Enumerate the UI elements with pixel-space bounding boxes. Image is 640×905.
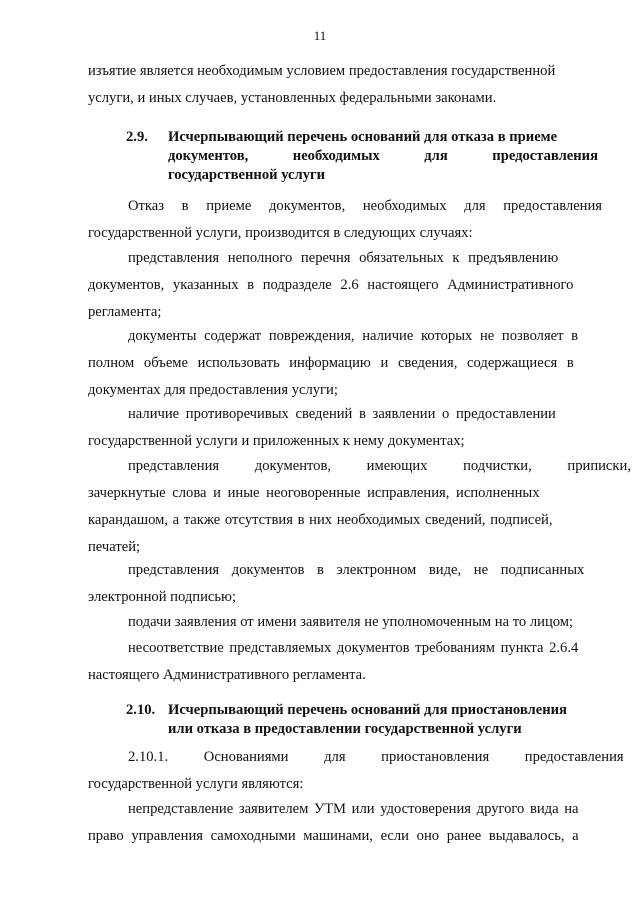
- text-line: полном объеме использовать информацию и сведения, содержащиеся в: [88, 355, 574, 371]
- text-line: регламента;: [88, 304, 162, 320]
- refusal-intro: [88, 193, 602, 247]
- section-title: [168, 701, 598, 739]
- text-line: документы содержат повреждения, наличие которых не позволяет в: [128, 328, 579, 344]
- refusal-item: [88, 609, 602, 636]
- title-word: необходимых: [292, 148, 380, 164]
- text-line: Отказ в приеме документов, необходимых для предоставления: [128, 198, 603, 214]
- refusal-item: [88, 453, 631, 561]
- text-line: наличие противоречивых сведений в заявлении о предоставлении: [128, 406, 556, 422]
- section-heading-2-9: [126, 128, 602, 188]
- intro-paragraph: [88, 58, 602, 112]
- text-line: подачи заявления от имени заявителя не уполномоченным на то лицом;: [128, 614, 574, 630]
- title-word: для: [424, 148, 448, 164]
- text-line: настоящего Административного регламента.: [88, 667, 366, 683]
- text-line: представления документов в электронном виде, не подписанных: [128, 562, 585, 578]
- text-line: непредставление заявителем УТМ или удостоверения другого вида на: [128, 801, 579, 817]
- title-line: Исчерпывающий перечень оснований для приостановления: [168, 702, 567, 718]
- text-line: право управления самоходными машинами, если оно ранее выдавалось, а: [88, 828, 579, 844]
- title-line: [168, 147, 598, 166]
- section-title: [168, 128, 598, 185]
- text-line: услуги, и иных случаев, установленных федеральными законами.: [88, 90, 497, 106]
- refusal-item: [88, 557, 602, 611]
- text-line: представления документов, имеющих подчистки, приписки,: [128, 458, 631, 474]
- text-line: государственной услуги, производится в следующих случаях:: [88, 225, 473, 241]
- title-line: государственной услуги: [168, 167, 326, 183]
- section-number: 2.9.: [126, 129, 148, 145]
- text-line: документов, указанных в подразделе 2.6 настоящего Административного: [88, 277, 574, 293]
- section-number: 2.10.: [126, 702, 156, 718]
- page-number: 11: [313, 28, 327, 43]
- title-word: предоставления: [492, 148, 598, 164]
- refusal-item: [88, 401, 602, 455]
- refusal-item: [88, 635, 602, 689]
- section-heading-2-10: [126, 701, 602, 741]
- title-line: Исчерпывающий перечень оснований для отказа в приеме: [168, 129, 558, 145]
- paragraph-2-10-1: [88, 744, 624, 798]
- text-line: печатей;: [88, 539, 141, 555]
- text-line: карандашом, а также отсутствия в них необходимых сведений, подписей,: [88, 512, 553, 528]
- refusal-item: [88, 245, 602, 326]
- text-line: представления неполного перечня обязательных к предъявлению: [128, 250, 559, 266]
- text-line: несоответствие представляемых документов требованиям пункта 2.6.4: [128, 640, 579, 656]
- paragraph-last: [88, 796, 602, 850]
- text-line: документах для предоставления услуги;: [88, 382, 338, 398]
- title-line: или отказа в предоставлении государственной услуги: [168, 721, 522, 737]
- text-line: зачеркнутые слова и иные неоговоренные исправления, исполненных: [88, 485, 540, 501]
- text-line: изъятие является необходимым условием предоставления государственной: [88, 63, 556, 79]
- text-line: государственной услуги являются:: [88, 776, 304, 792]
- text-line: электронной подписью;: [88, 589, 237, 605]
- text-line: 2.10.1. Основаниями для приостановления предоставления: [128, 749, 624, 765]
- refusal-item: [88, 323, 602, 404]
- title-word: документов,: [168, 148, 249, 164]
- text-line: государственной услуги и приложенных к нему документах;: [88, 433, 465, 449]
